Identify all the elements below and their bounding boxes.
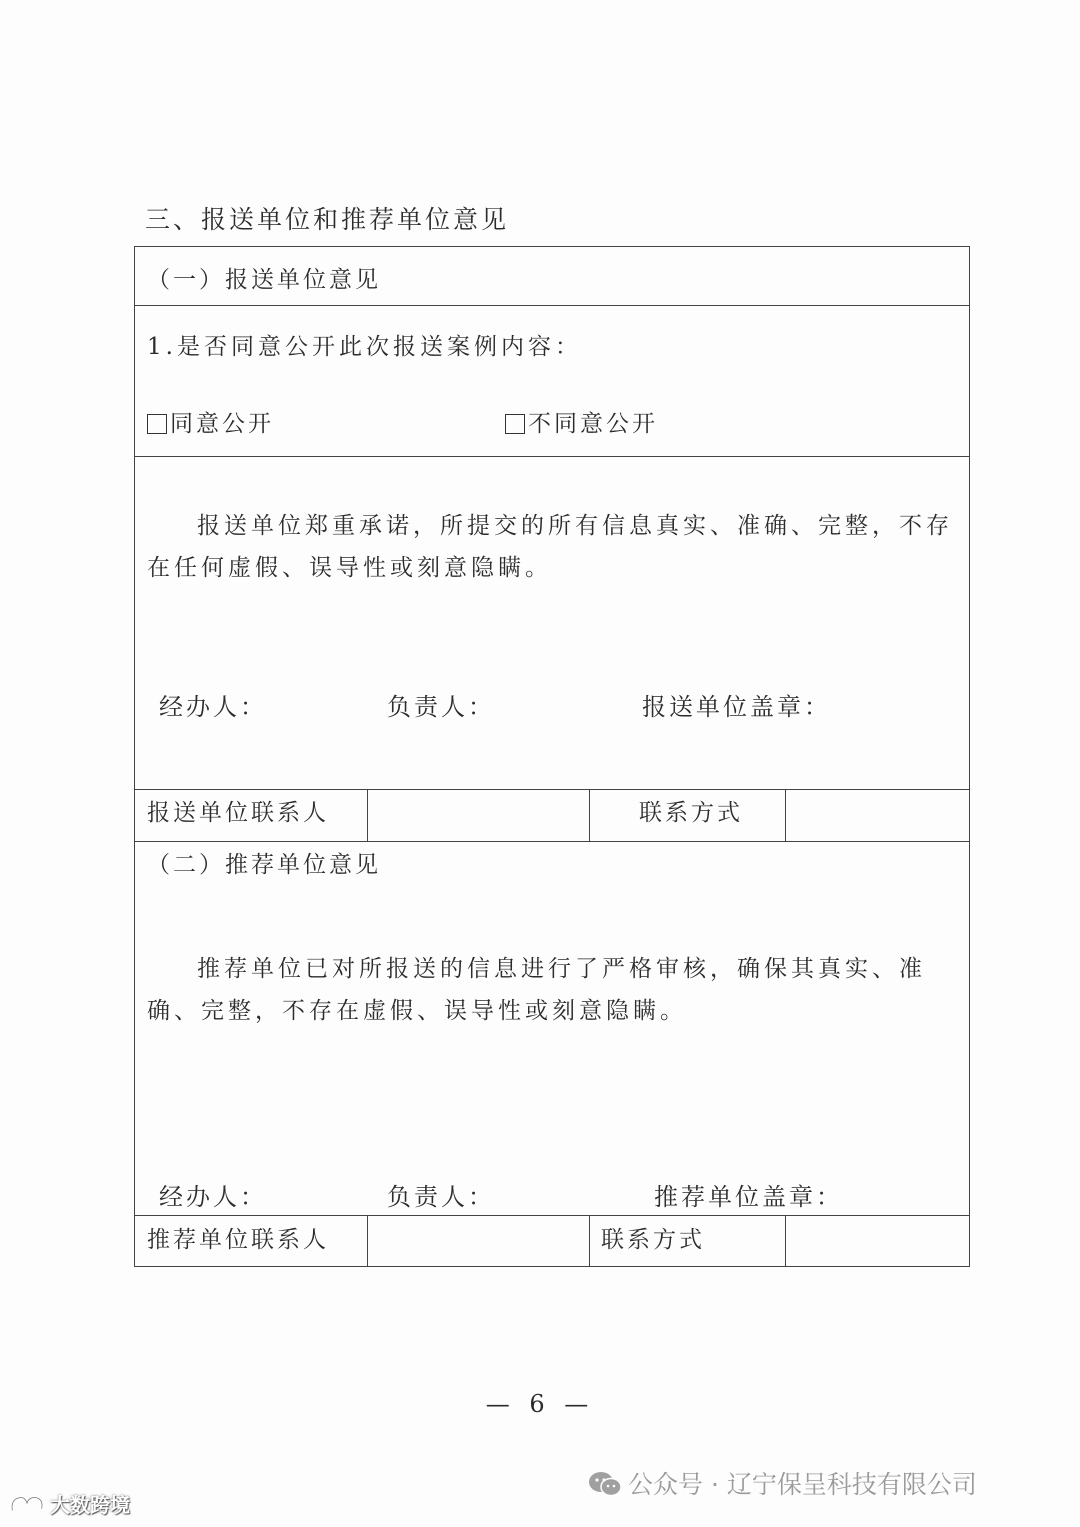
part2-contact-label: 推荐单位联系人 — [147, 1227, 329, 1253]
part1-heading: （一）报送单位意见 — [147, 267, 381, 293]
cell-divider — [367, 789, 368, 841]
cell-divider — [785, 789, 786, 841]
disagree-checkbox[interactable] — [505, 414, 525, 434]
brand-watermark — [8, 1489, 130, 1518]
wechat-icon — [588, 1471, 622, 1497]
disclosure-question: 1.是否同意公开此次报送案例内容： — [147, 334, 582, 360]
brand-logo-icon — [8, 1494, 46, 1516]
part2-responsible-label: 负责人： — [387, 1183, 495, 1211]
part1-commitment: 报送单位郑重承诺，所提交的所有信息真实、准确、完整，不存在任何虚假、误导性或刻意隐瞒。 — [147, 513, 953, 581]
disagree-label: 不同意公开 — [528, 411, 658, 437]
section-title: 三、报送单位和推荐单位意见 — [145, 205, 510, 234]
disagree-option[interactable] — [505, 413, 658, 436]
divider — [135, 305, 969, 306]
account-name: 公众号 · 辽宁保呈科技有限公司 — [628, 1470, 977, 1499]
part1-seal-label: 报送单位盖章： — [642, 693, 831, 721]
page-number: — 6 — — [485, 1390, 595, 1418]
divider — [135, 789, 969, 790]
part2-commitment: 推荐单位已对所报送的信息进行了严格审核，确保其真实、准确、完整，不存在虚假、误导性或刻意隐瞒。 — [147, 956, 926, 1024]
brand-name: 大数跨境 — [50, 1493, 130, 1517]
part2-seal-label: 推荐单位盖章： — [654, 1183, 843, 1211]
opinion-form — [134, 246, 970, 1267]
part2-heading: （二）推荐单位意见 — [147, 852, 381, 878]
part1-method-label: 联系方式 — [639, 800, 743, 826]
divider — [135, 1215, 969, 1216]
cell-divider — [367, 1215, 368, 1267]
part1-contact-label: 报送单位联系人 — [147, 800, 329, 826]
agree-option[interactable] — [147, 413, 274, 436]
part2-handler-label: 经办人： — [159, 1183, 267, 1211]
agree-checkbox[interactable] — [147, 414, 167, 434]
agree-label: 同意公开 — [170, 411, 274, 437]
part2-method-label: 联系方式 — [601, 1227, 705, 1253]
part1-responsible-label: 负责人： — [387, 693, 495, 721]
cell-divider — [785, 1215, 786, 1267]
divider — [135, 456, 969, 457]
part1-handler-label: 经办人： — [159, 693, 267, 721]
cell-divider — [589, 789, 590, 841]
account-watermark — [588, 1465, 977, 1501]
cell-divider — [589, 1215, 590, 1267]
divider — [135, 841, 969, 842]
